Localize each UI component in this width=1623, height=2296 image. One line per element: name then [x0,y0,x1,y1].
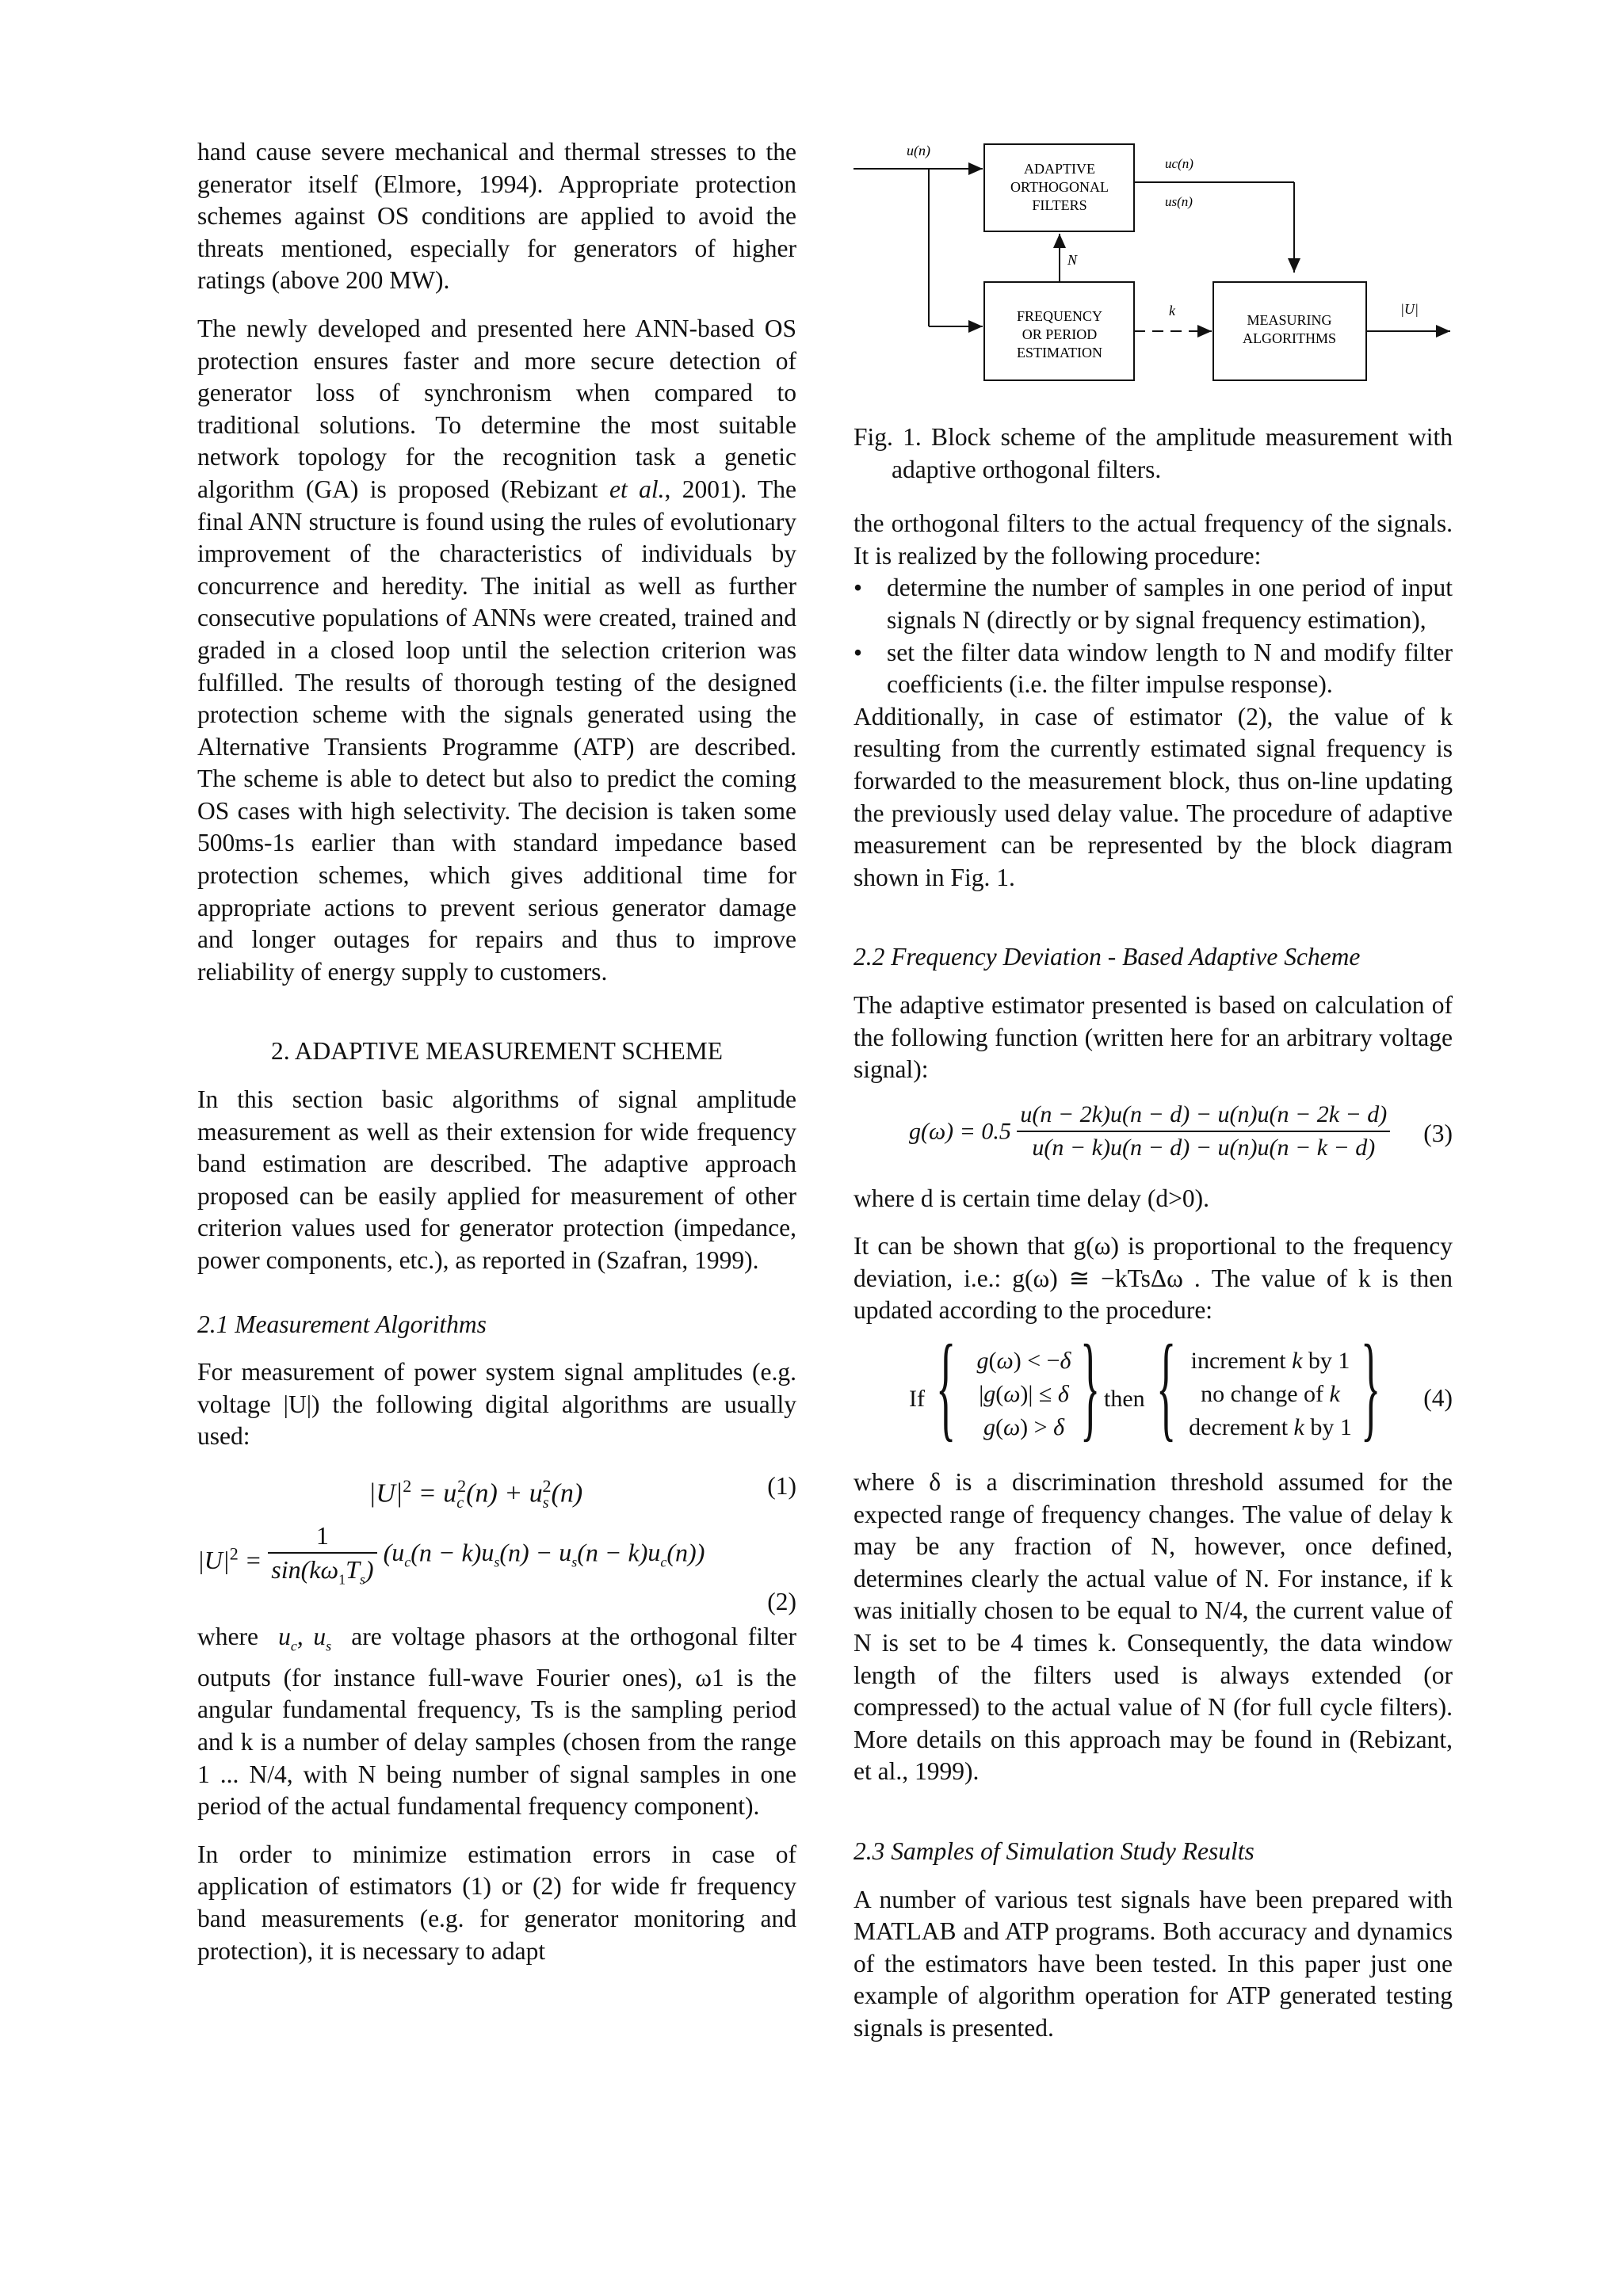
subsection-heading: 2.3 Samples of Simulation Study Results [854,1837,1254,1865]
block-label: ALGORITHMS [1242,330,1337,346]
equation-number: (2) [767,1587,796,1615]
block-label: ADAPTIVE [1024,161,1095,177]
paragraph: where δ is a discrimination threshold assumed for the expected range of frequency changes. The value of delay k may be any fraction of N, however, once defined, determines clearly the actual value of N. For instance, if k was initially chosen to be equal to N/4, the current value of N is set to be 4 times k. Consequently, the data window length of the filters used is always extended (or compressed) to the actual value of N (for full cycle filters). More details on this approach may be found in (Rebizant, et al., 1999). [854,1468,1453,1786]
figure-1 [854,136,1453,398]
equation-number: (3) [1423,1119,1453,1147]
paragraph: A number of various test signals have been prepared with MATLAB and ATP programs. Both accuracy and dynamics of the estimators have been tested. In this paper just one example of algorithm operation for ATP generated testing signals is presented. [854,1885,1453,2042]
paragraph: The adaptive estimator presented is based on calculation of the following function (written here for an arbitrary voltage signal): [854,990,1453,1084]
block-diagram [854,136,1453,398]
paragraph: It can be shown that g(ω) is proportional to the frequency deviation, i.e.: g(ω) ≅ −kTsΔω . The value of k is then updated according to the procedure: [854,1232,1453,1325]
us-label: us(n) [1165,194,1193,209]
block-label: ESTIMATION [1017,345,1102,360]
paragraph: the orthogonal filters to the actual frequency of the signals. It is realized by the following procedure: [854,509,1453,570]
paragraph: where $u_c$, $u_s$ are voltage phasors at the orthogonal filter outputs (for instance full-wave Fourier ones), ω1 is the angular fundamental frequency, Ts is the sampling period and k is a number of delay samples (chosen from the range 1 ... N/4, with N being number of signal samples in one period of the actual fundamental frequency component). [197,1622,797,1821]
subsection-heading: 2.1 Measurement Algorithms [197,1310,487,1338]
paragraph: Additionally, in case of estimator (2), the value of k resulting from the currently estimated signal frequency is forwarded to the measurement block, thus on-line updating the previously used delay value. The procedure of adaptive measurement can be represented by the block diagram shown in Fig. 1. [854,702,1453,891]
equation-1: $|U|^2 = u_c^2(n) + u_s^2(n)$ (1) [369,1471,796,1512]
list-item: • set the filter data window length to N and modify filter coefficients (i.e. the filter impulse response). [854,638,1453,699]
equation-3: g(ω) = 0.5 $\frac{u(n - 2k)u(n - d) - u(n)u(n - 2k - d)}{u(n - k)u(n - d) - u(n)u(n - k - d)}$ (3) [854,1096,1453,1183]
block-label: OR PERIOD [1022,326,1098,342]
block-label: FREQUENCY [1016,308,1103,324]
k-label: k [1169,303,1175,318]
N-label: N [1067,252,1078,268]
paragraph: In this section basic algorithms of signal amplitude measurement as well as their extension for wide frequency band estimation are described. The adaptive approach proposed can be easily applied for measurement of other criterion values used for generator protection (impedance, power components, etc.), as reported in (Szafran, 1999). [197,1085,796,1274]
block-label: MEASURING [1247,312,1332,328]
paragraph: The newly developed and presented here ANN-based OS protection ensures faster and more secure detection of generator loss of synchronism when compared to traditional solutions. To determine the most suitable network topology for the recognition task a genetic algorithm (GA) is proposed (Rebizant et al., 2001). The final ANN structure is found using the rules of evolutionary improvement of the characteristics of individuals by concurrence and heredity. The initial as well as further consecutive populations of ANNs were created, trained and graded in a closed loop until the selection criterion was fulfilled. The results of thorough testing of the designed protection scheme with the signals generated using the Alternative Transients Programme (ATP) are described. The scheme is able to detect but also to predict the coming OS cases with high selectivity. The decision is taken some 500ms-1s earlier than with standard impedance based protection schemes, which gives additional time for appropriate actions to prevent serious generator damage and longer outages for repairs and thus to improve reliability of energy supply to customers. [197,314,796,986]
uc-label: uc(n) [1165,156,1193,171]
right-column [854,421,1453,2045]
figure-caption: Fig. 1. Block scheme of the amplitude measurement with adaptive orthogonal filters. [854,423,1453,483]
section-heading: 2. ADAPTIVE MEASUREMENT SCHEME [271,1037,723,1066]
equation-number: (4) [1423,1384,1453,1413]
block-label: FILTERS [1032,197,1087,213]
subsection-heading: 2.2 Frequency Deviation - Based Adaptive Scheme [854,943,1361,971]
block-label: ORTHOGONAL [1010,179,1109,195]
equation-number: (1) [767,1471,796,1500]
equation-4: If { g(ω) < −δ |g(ω)| ≤ δ g(ω) > δ } then { increment k by 1 no change of k decrement k by 1 } (4) [909,1321,1453,1453]
paragraph: where d is certain time delay (d>0). [854,1184,1209,1212]
input-label: u(n) [907,143,930,158]
list-item: • determine the number of samples in one period of input signals N (directly or by signal frequency estimation), [854,574,1453,634]
paragraph: For measurement of power system signal amplitudes (e.g. voltage |U|) the following digital algorithms are usually used: [197,1358,796,1451]
paragraph: hand cause severe mechanical and thermal stresses to the generator itself (Elmore, 1994). Appropriate protection schemes against OS conditions are applied to avoid the threats mentioned, especially for generators of higher ratings (above 200 MW). [197,138,796,295]
equation-2: $|U|^2$ = $\frac{1}{\sin(k\omega_1T_s)}$ $(u_c(n - k)u_s(n) - u_s(n - k)u_c(n))$ (2) [197,1515,796,1621]
output-label: |U| [1400,301,1419,317]
paragraph: In order to minimize estimation errors in case of application of estimators (1) or (2) for wide fr frequency band measurements (e.g. for generator monitoring and protection), it is necessary to adapt [197,1840,796,1965]
left-column [197,136,796,1967]
